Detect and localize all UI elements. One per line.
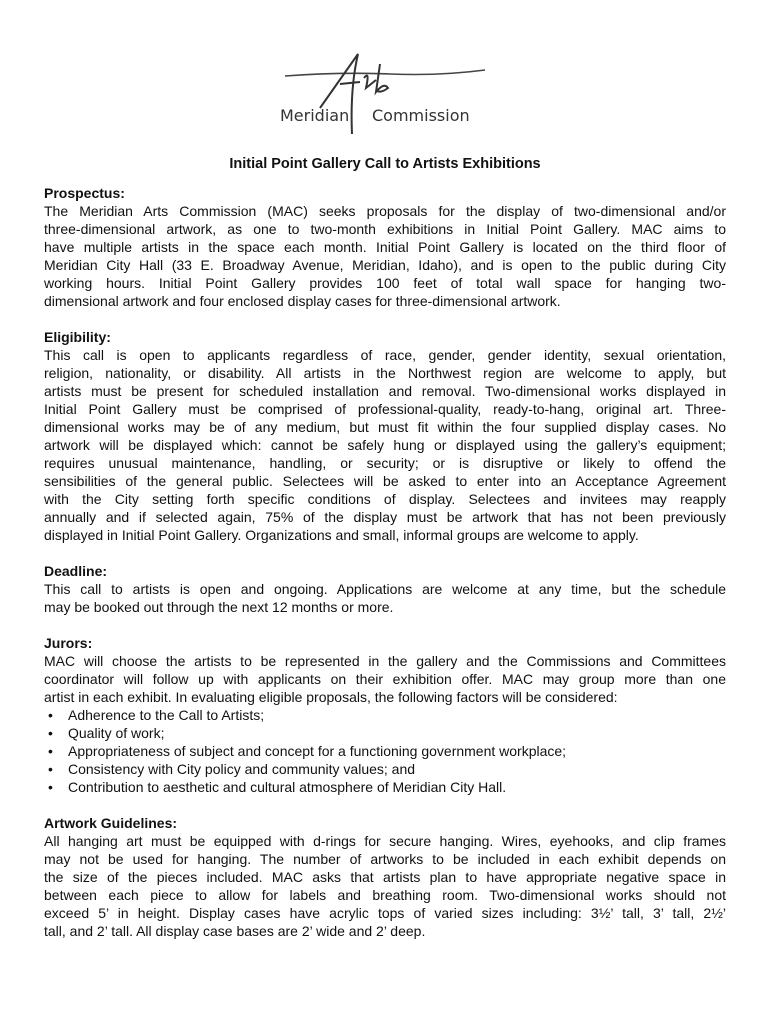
paragraph-line: with the City setting forth specific conditions of display. Selectees and invitees may reapply (44, 491, 726, 507)
meridian-arts-commission-logo (280, 48, 490, 138)
document-title: Initial Point Gallery Call to Artists Exhibitions (229, 156, 541, 172)
paragraph-line: requires unusual maintenance, handling, or security; or is disruptive or likely to offend the (44, 455, 726, 471)
paragraph-line: dimensional works may be of any medium, but must fit within the four supplied display cases. No (44, 419, 726, 435)
section-heading: Deadline: (44, 563, 108, 579)
bullet-icon: • (48, 761, 53, 777)
bullet-item (44, 706, 726, 724)
document-body (44, 184, 726, 958)
bullet-text: Quality of work; (68, 725, 165, 741)
bullet-icon: • (48, 779, 53, 795)
paragraph-line: artist in each exhibit. In evaluating eligible proposals, the following factors will be considered: (44, 689, 618, 705)
paragraph-line: Initial Point Gallery must be comprised of professional-quality, ready-to-hang, original art. Three- (44, 401, 726, 417)
bullet-text: Contribution to aesthetic and cultural atmosphere of Meridian City Hall. (68, 779, 507, 795)
paragraph-line: may not be used for hanging. The number of artworks to be included in each exhibit depends on (44, 851, 726, 867)
section-jurors (44, 634, 726, 796)
paragraph-line: coordinator will follow up with applicants on their exhibition offer. MAC may group more than one (44, 671, 726, 687)
bullet-text: Adherence to the Call to Artists; (68, 707, 265, 723)
paragraph-line: may be booked out through the next 12 months or more. (44, 599, 394, 615)
paragraph-line: artists must be present for scheduled installation and removal. Two-dimensional works displayed in (44, 383, 726, 399)
paragraph-line: working hours. Initial Point Gallery provides 100 feet of total wall space for hanging two- (44, 275, 726, 291)
bullet-icon: • (48, 743, 53, 759)
paragraph-line: displayed in Initial Point Gallery. Organizations and small, informal groups are welcome to apply. (44, 527, 639, 543)
paragraph-line: three-dimensional artwork, as one to two-month exhibitions in Initial Point Gallery. MAC aims to (44, 221, 726, 237)
paragraph-line: between each piece to allow for labels and breathing room. Two-dimensional works should not (44, 887, 726, 903)
paragraph-line: exceed 5’ in height. Display cases have acrylic tops of varied sizes including: 3½’ tall, 3’ tall, 2½’ (44, 905, 726, 921)
paragraph-line: The Meridian Arts Commission (MAC) seeks proposals for the display of two-dimensional and/or (44, 203, 726, 219)
svg-text:Commission: Commission (372, 106, 470, 125)
section-heading: Jurors: (44, 635, 93, 651)
bullet-text: Consistency with City policy and community values; and (68, 761, 416, 777)
bullet-item (44, 760, 726, 778)
bullet-icon: • (48, 707, 53, 723)
paragraph-line: MAC will choose the artists to be represented in the gallery and the Commissions and Committees (44, 653, 726, 669)
section-deadline (44, 562, 726, 616)
bullet-text: Appropriateness of subject and concept for a functioning government workplace; (68, 743, 567, 759)
paragraph-line: Meridian City Hall (33 E. Broadway Avenue, Meridian, Idaho), and is open to the public during City (44, 257, 726, 273)
paragraph-line: have multiple artists in the space each month. Initial Point Gallery is located on the third floor of (44, 239, 726, 255)
section-heading: Prospectus: (44, 185, 125, 201)
paragraph-line: annually and if selected again, 75% of the display must be artwork that has not been previously (44, 509, 726, 525)
paragraph-line: This call to artists is open and ongoing. Applications are welcome at any time, but the schedule (44, 581, 726, 597)
section-artwork-guidelines (44, 814, 726, 940)
paragraph-line: tall, and 2’ tall. All display case bases are 2’ wide and 2’ deep. (44, 923, 426, 939)
section-heading: Artwork Guidelines: (44, 815, 178, 831)
paragraph-line: religion, nationality, or disability. All artists in the Northwest region are welcome to apply, but (44, 365, 726, 381)
paragraph-line: artwork will be displayed which: cannot be safely hung or displayed using the gallery’s equipment; (44, 437, 726, 453)
paragraph-line: sensibilities of the general public. Selectees will be asked to enter into an Acceptance Agreement (44, 473, 726, 489)
bullet-item (44, 724, 726, 742)
paragraph-line: All hanging art must be equipped with d-rings for secure hanging. Wires, eyehooks, and clip frames (44, 833, 726, 849)
paragraph-line: dimensional artwork and four enclosed display cases for three-dimensional artwork. (44, 293, 561, 309)
bullet-item (44, 778, 726, 796)
section-heading: Eligibility: (44, 329, 111, 345)
paragraph-line: the size of the pieces included. MAC asks that artists plan to have appropriate negative space in (44, 869, 726, 885)
bullet-icon: • (48, 725, 53, 741)
paragraph-line: This call is open to applicants regardless of race, gender, gender identity, sexual orientation, (44, 347, 726, 363)
svg-text:Meridian: Meridian (280, 106, 350, 125)
section-eligibility (44, 328, 726, 544)
section-prospectus (44, 184, 726, 310)
bullet-item (44, 742, 726, 760)
